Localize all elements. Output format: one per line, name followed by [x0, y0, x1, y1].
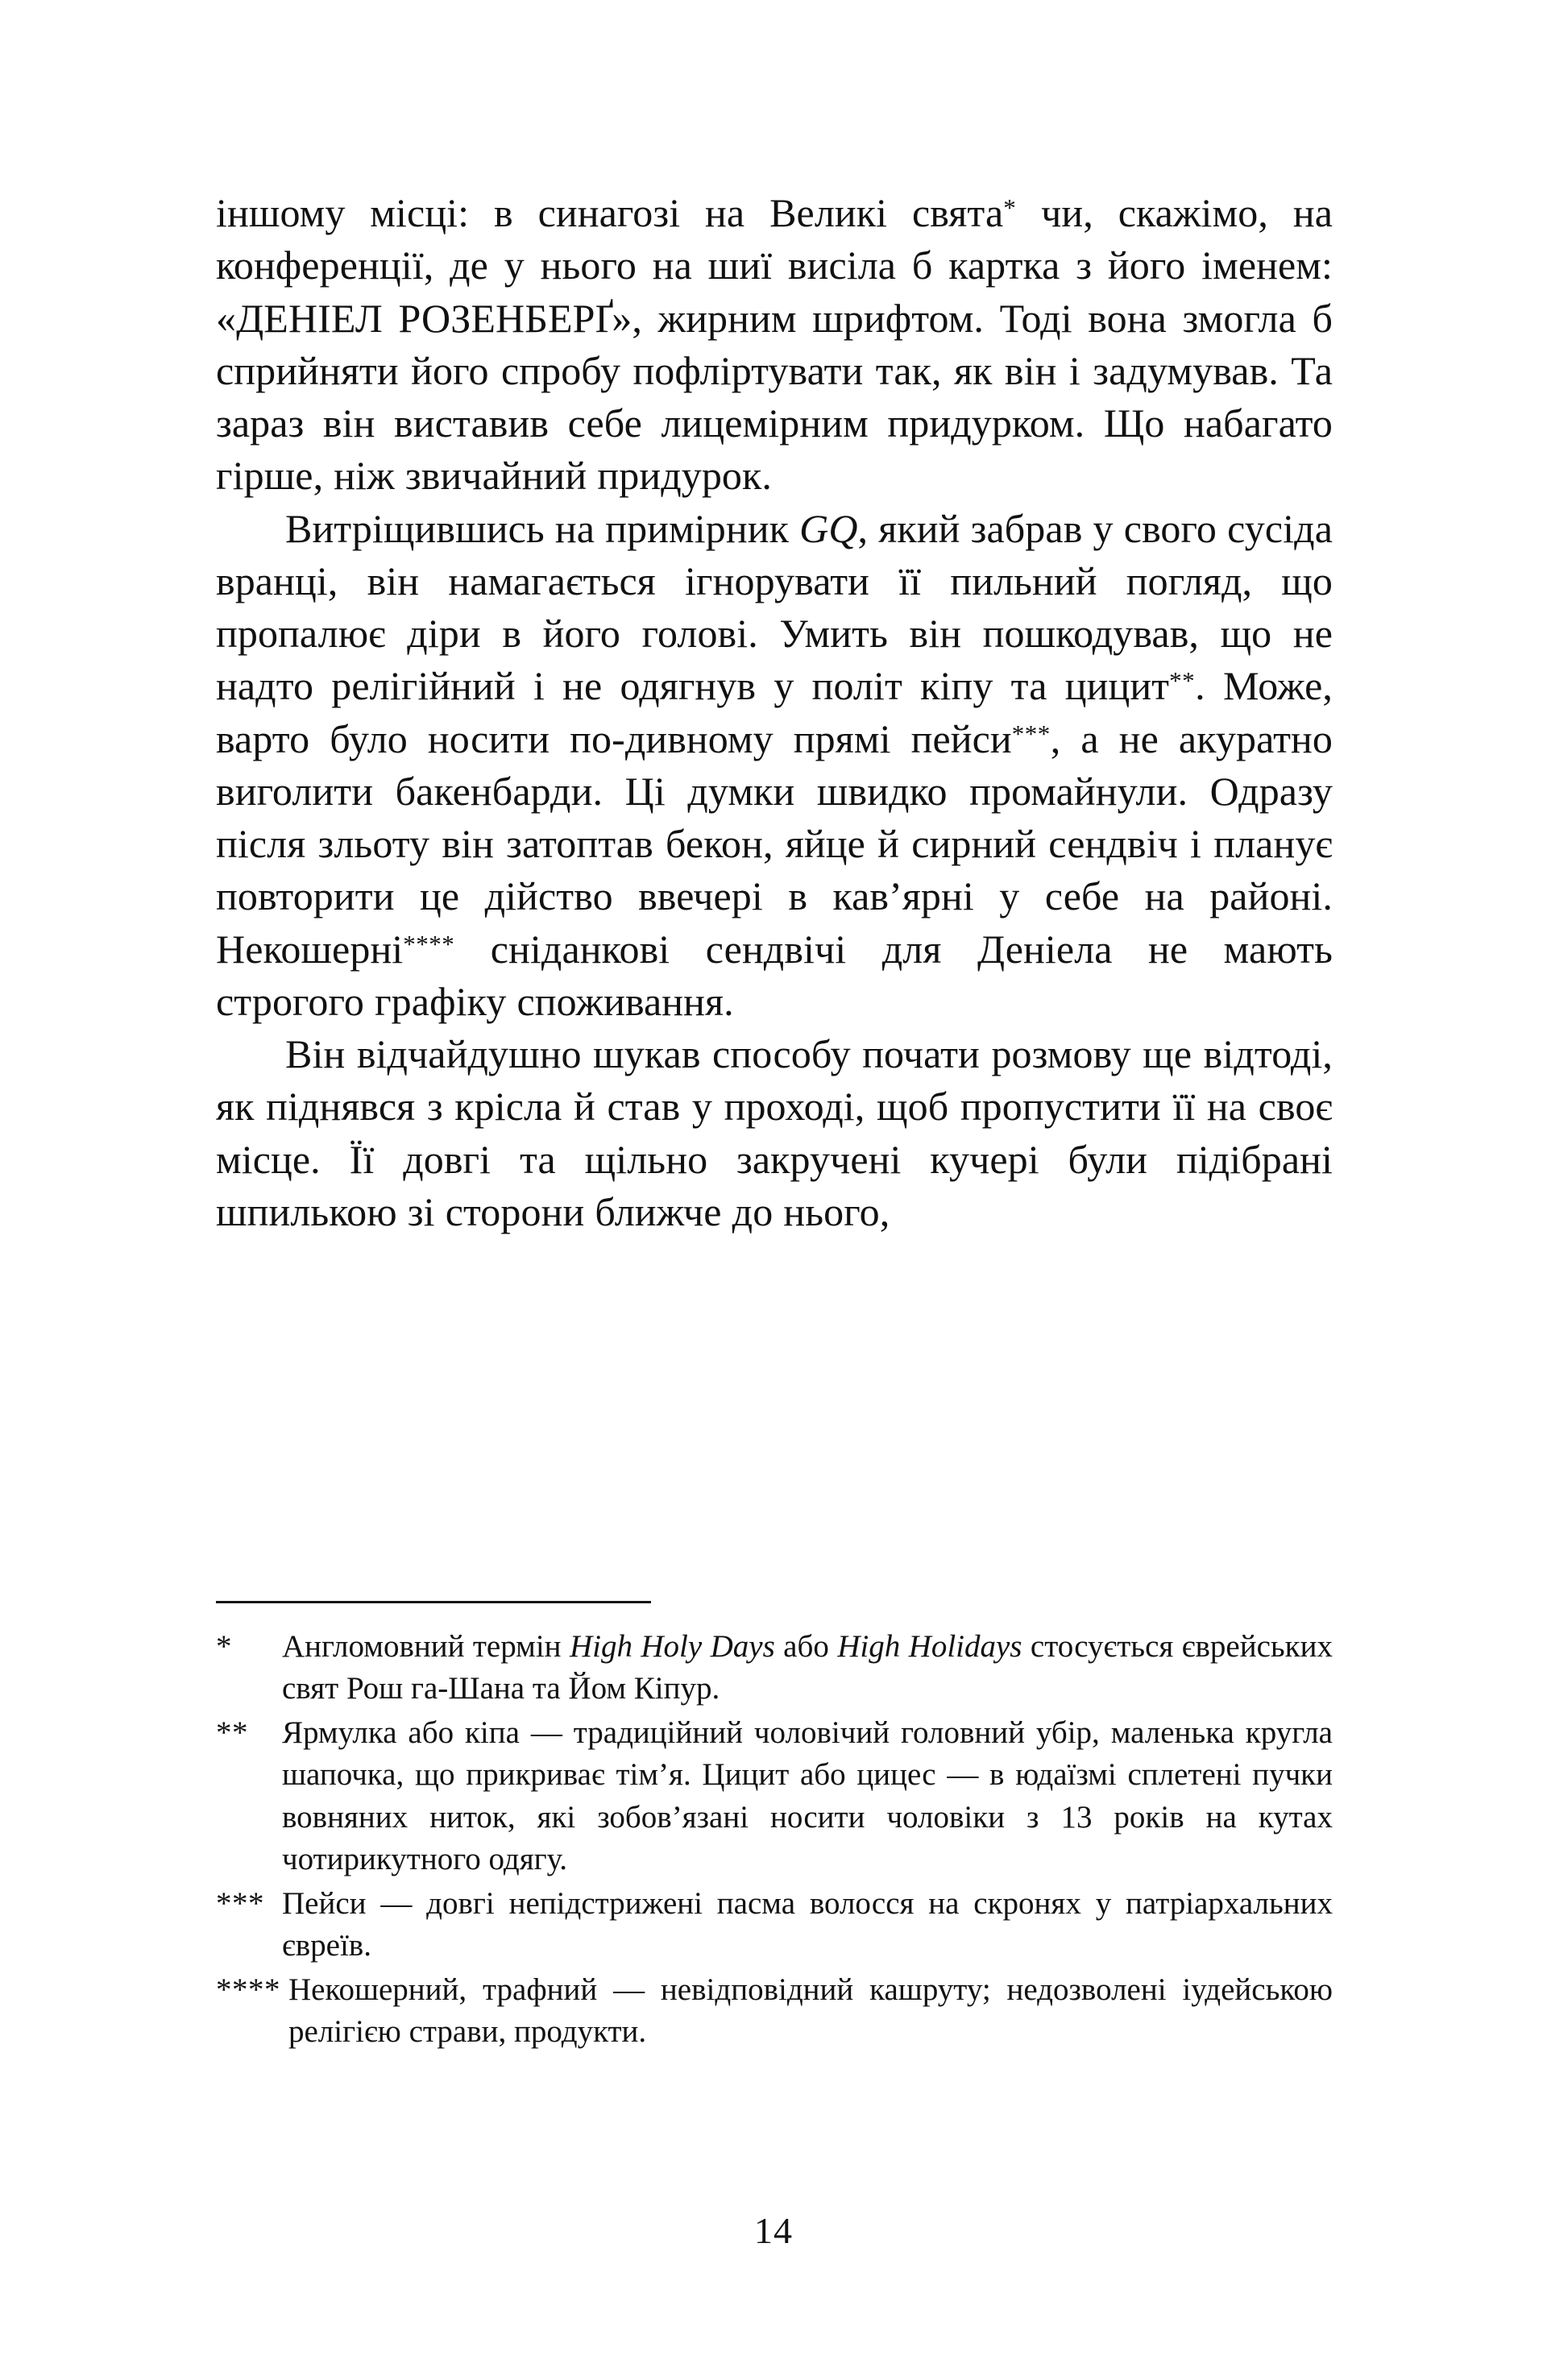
footnote-text: [282, 1712, 1333, 1881]
footnote-item: [216, 1969, 1333, 2054]
text-run: Він відчайдушно шукав способу почати розмову ще відтоді, як піднявся з крісла й став у проході, щоб пропустити її на своє місце. Її довгі та щільно закручені кучері були підібрані шпилькою зі сторони ближче до нього,: [216, 1031, 1333, 1234]
italic-run: High Holy Days: [569, 1629, 775, 1664]
body-paragraph: [216, 1028, 1333, 1238]
text-run: стосується єврейських свят Рош га-Шана та Йом Кіпур.: [282, 1629, 1333, 1706]
body-copy: [216, 187, 1333, 1238]
body-paragraph: [216, 503, 1333, 1029]
footnote-marker: *: [216, 1629, 232, 1664]
italic-run: GQ: [799, 505, 858, 551]
text-run: Англомовний термін: [282, 1629, 570, 1664]
footnote-reference-marker: *: [1003, 193, 1017, 222]
footnote-item: [216, 1883, 1333, 1967]
text-run: або: [774, 1629, 838, 1664]
page-number: 14: [754, 2210, 793, 2251]
text-run: , а не акуратно виголити бакенбарди. Ці думки швидко промайнули. Одразу після зльоту він затоптав бекон, яйце й сирний сендвіч і планує повторити це дійство ввечері в кав’ярні у себе на районі. Некошерні: [216, 715, 1333, 972]
footnote-item: [216, 1712, 1333, 1881]
text-run: , який забрав у свого сусіда вранці, він намагається ігнорувати її пильний погляд, що пропалює діри в його голові. Умить він пошкодував, що не надто релігійний і не одягнув у політ кіпу та цицит: [216, 505, 1333, 709]
footnote-text: [288, 1969, 1333, 2054]
footnote-block: [216, 1601, 1333, 2055]
text-run: сніданкові сендвічі для Деніела не мають строгого графіку споживання.: [216, 926, 1333, 1024]
footnote-reference-marker: ****: [403, 929, 455, 958]
italic-run: High Holidays: [837, 1629, 1022, 1664]
text-run: Пейси — довгі непідстрижені пасма волосся на скронях у патріархальних євреїв.: [282, 1885, 1333, 1963]
text-run: іншому місці: в синагозі на Великі свята: [216, 190, 1004, 235]
footnote-separator-rule: [216, 1601, 651, 1603]
footnote-list: [216, 1626, 1333, 2054]
text-run: Ярмулка або кіпа — традиційний чоловічий головний убір, маленька кругла шапочка, що прикриває тім’я. Цицит або цицес — в юдаїзмі сплетені пучки вовняних ниток, які зобов’язані носити чоловіки з 13 років на кутах чотирикутного одягу.: [282, 1715, 1333, 1877]
text-run: чи, скажімо, на конференції, де у нього на шиї висіла б картка з його іменем: «ДЕНІЕЛ РОЗЕНБЕРҐ», жирним шрифтом. Тоді вона змогла б сприйняти його спробу пофліртувати так, як він і задумував. Та зараз він виставив себе лицемірним придурком. Що набагато гірше, ніж звичайний придурок.: [216, 190, 1333, 499]
footnote-reference-marker: **: [1169, 666, 1196, 695]
text-run: Некошерний, трафний — невідповідний кашруту; недозволені іудейською релігією страви, продукти.: [288, 1972, 1333, 2050]
footnote-item: [216, 1626, 1333, 1710]
footnote-reference-marker: ***: [1011, 719, 1051, 748]
body-text-block: [216, 187, 1333, 1238]
footnote-marker: ****: [216, 1972, 280, 2007]
body-paragraph: [216, 187, 1333, 503]
text-run: Витріщившись на примірник: [285, 505, 800, 551]
footnote-marker: ***: [216, 1885, 264, 1921]
footnote-marker: **: [216, 1715, 248, 1750]
text-run: . Може, варто було носити по-дивному прямі пейси: [216, 663, 1333, 761]
footnote-text: [282, 1626, 1333, 1710]
footnote-text: [282, 1883, 1333, 1967]
